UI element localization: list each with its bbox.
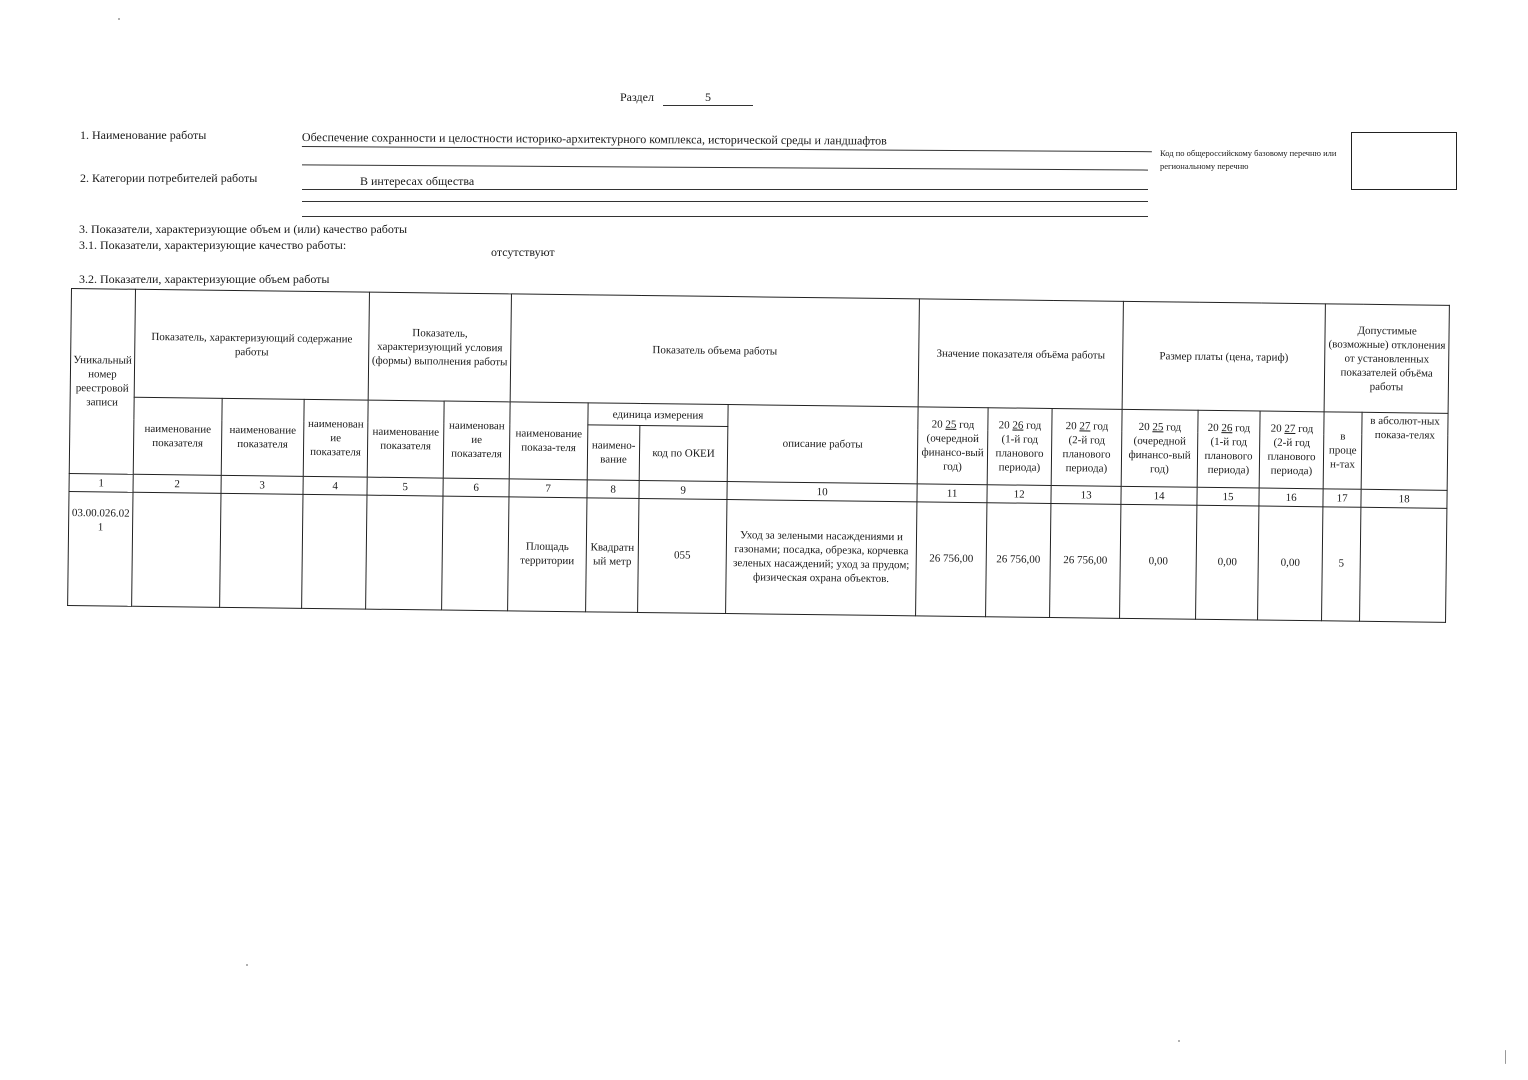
col5-header: наименование показателя xyxy=(367,400,444,478)
unique-number-header: Уникальный номер реестровой записи xyxy=(69,289,135,475)
section-header xyxy=(620,90,753,106)
year-note: (очередной финансо-вый год) xyxy=(1128,435,1191,476)
year-note: (1-й год планового периода) xyxy=(1204,436,1253,477)
volume-label: 3.2. Показатели, характеризующие объем работы xyxy=(79,272,330,286)
work-name-value: Обеспечение сохранности и целостности историко-архитектурного комплекса, исторической среды и ландшафтов xyxy=(302,130,1152,152)
code-box-label: Код по общероссийскому базовому перечню или региональному перечню xyxy=(1160,148,1337,171)
col11-header xyxy=(917,407,988,485)
year-note: (2-й год планового периода) xyxy=(1267,436,1316,478)
absolute-cell xyxy=(1360,507,1447,622)
consumers-underline-2 xyxy=(302,216,1148,217)
col3-cell xyxy=(220,493,303,608)
col12-header xyxy=(987,408,1052,486)
price-year1-cell: 0,00 xyxy=(1120,504,1197,619)
code-box xyxy=(1351,132,1457,190)
year-prefix: 20 xyxy=(1270,422,1282,436)
column-number: 2 xyxy=(133,475,221,493)
section-label: Раздел xyxy=(620,90,654,104)
col18-header: в абсолют-ных показа-телях xyxy=(1361,412,1448,490)
column-number: 15 xyxy=(1197,488,1259,506)
value-group-header: Значение показателя объёма работы xyxy=(918,299,1123,410)
content-group-header: Показатель, характеризующий содержание работы xyxy=(134,289,369,400)
unit-cell: Квадратный метр xyxy=(586,498,639,613)
col14-header xyxy=(1121,409,1198,487)
year-value: 25 xyxy=(1152,421,1164,434)
year-value: 27 xyxy=(1284,423,1296,436)
column-number: 14 xyxy=(1121,487,1197,505)
column-number: 9 xyxy=(639,481,727,499)
year-note: (2-й год планового периода) xyxy=(1062,434,1111,475)
year-note: (1-й год планового периода) xyxy=(995,433,1044,475)
description-cell: Уход за зелеными насаждениями и газонами; посадка, обрезка, корчевка зеленых насаждений; уход за прудом; физическая охрана объектов. xyxy=(726,499,917,616)
percent-cell: 5 xyxy=(1322,507,1361,622)
price-year3-cell: 0,00 xyxy=(1258,506,1323,621)
value-year2-cell: 26 756,00 xyxy=(986,503,1051,618)
conditions-group-header: Показатель, характеризующий условия (формы) выполнения работы xyxy=(368,292,511,402)
col5-cell xyxy=(366,495,443,610)
consumers-value: В интересах общества xyxy=(302,174,1148,190)
column-number: 4 xyxy=(303,477,367,495)
column-number: 11 xyxy=(917,484,987,502)
year-word: год xyxy=(1166,421,1182,434)
year-word: год xyxy=(1026,419,1042,433)
unit-group-header: единица измерения xyxy=(588,403,728,427)
table-row xyxy=(68,491,1447,622)
column-number: 8 xyxy=(587,480,639,498)
col8-header: наимено-вание xyxy=(587,425,640,481)
col6-cell xyxy=(442,496,509,611)
year-prefix: 20 xyxy=(1207,422,1219,435)
value-year1-cell: 26 756,00 xyxy=(916,502,987,617)
column-number: 18 xyxy=(1361,490,1447,508)
year-note: (очередной финансо-вый год) xyxy=(921,432,984,474)
consumers-underline-1 xyxy=(302,201,1148,202)
col10-header: описание работы xyxy=(727,405,918,485)
scan-speck xyxy=(118,18,120,20)
col9-header: код по ОКЕИ xyxy=(639,426,728,482)
col4-cell xyxy=(302,494,367,609)
price-group-header: Размер платы (цена, тариф) xyxy=(1122,301,1325,411)
col16-header xyxy=(1259,411,1324,489)
quality-label: 3.1. Показатели, характеризующие качество работы: xyxy=(79,238,347,252)
col17-header: в проце н-тах xyxy=(1323,412,1362,490)
year-word: год xyxy=(1235,422,1251,435)
indicator-cell: Площадь территории xyxy=(508,497,587,612)
year-prefix: 20 xyxy=(1138,421,1150,434)
col3-header: наименование показателя xyxy=(221,398,304,476)
col13-header xyxy=(1051,409,1122,487)
consumers-label: 2. Категории потребителей работы xyxy=(80,171,258,185)
year-prefix: 20 xyxy=(1065,420,1077,433)
column-number: 16 xyxy=(1259,489,1323,507)
year-word: год xyxy=(959,419,975,432)
quality-value: отсутствуют xyxy=(491,245,555,259)
okei-cell: 055 xyxy=(638,498,727,613)
column-number: 10 xyxy=(727,482,917,502)
year-value: 26 xyxy=(1221,422,1233,435)
col6-header: наименование показателя xyxy=(443,401,510,479)
volume-group-header: Показатель объема работы xyxy=(510,294,919,407)
price-year2-cell: 0,00 xyxy=(1196,505,1259,620)
year-value: 25 xyxy=(945,418,957,432)
volume-table xyxy=(67,288,1450,623)
column-number: 17 xyxy=(1323,489,1361,507)
year-word: год xyxy=(1093,420,1109,433)
scan-speck xyxy=(246,964,248,966)
column-number: 12 xyxy=(987,485,1051,503)
col2-cell xyxy=(132,492,221,607)
col4-header: наименование показателя xyxy=(303,399,368,477)
year-prefix: 20 xyxy=(931,418,943,431)
work-name-label: 1. Наименование работы xyxy=(80,128,207,142)
indicators-heading: 3. Показатели, характеризующие объем и (или) качество работы xyxy=(79,222,408,236)
col2-header: наименование показателя xyxy=(133,397,222,476)
year-value: 27 xyxy=(1079,420,1091,433)
column-number: 5 xyxy=(367,478,443,496)
deviation-group-header: Допустимые (возможные) отклонения от установленных показателей объёма работы xyxy=(1324,304,1449,414)
col15-header xyxy=(1197,410,1260,488)
year-word: год xyxy=(1298,423,1314,436)
column-number: 13 xyxy=(1051,486,1121,504)
column-number: 7 xyxy=(509,479,587,497)
year-value: 26 xyxy=(1012,419,1024,432)
scan-speck xyxy=(1178,1040,1180,1042)
unique-number-cell: 03.00.026.021 xyxy=(68,491,133,606)
work-name-underline xyxy=(302,164,1148,170)
section-number: 5 xyxy=(663,90,753,106)
year-prefix: 20 xyxy=(998,419,1010,432)
value-year3-cell: 26 756,00 xyxy=(1050,503,1121,618)
column-number: 1 xyxy=(69,474,133,492)
column-number: 3 xyxy=(221,476,303,494)
column-number: 6 xyxy=(443,479,509,497)
col7-header: наименование показа-теля xyxy=(509,402,588,480)
scan-speck xyxy=(1505,1050,1506,1064)
